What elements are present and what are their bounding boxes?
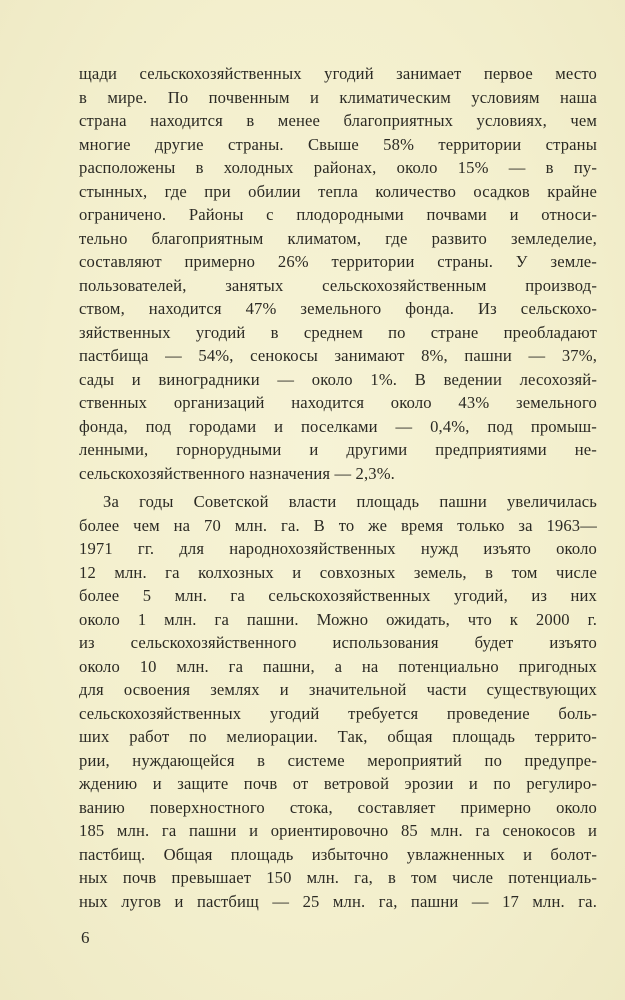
text-line: ограничено. Районы с плодородными почвами и относи- [79, 205, 597, 224]
text-line: пастбищ. Общая площадь избыточно увлажненных и болот- [79, 844, 597, 864]
text-line: ством, находится 47% земельного фонда. Из сельскохо- [79, 299, 597, 318]
text-line: сады и виноградники — около 1%. В ведении лесохозяй- [79, 369, 597, 389]
text-line: ждению и защите почв от ветровой эрозии и по регулиро- [79, 774, 597, 793]
text-line: более 5 млн. га сельскохозяйственных угодий, из них [79, 586, 597, 605]
text-line: ших работ по мелиорации. Так, общая площадь террито- [79, 727, 597, 746]
text-line: около 1 млн. га пашни. Можно ожидать, что к 2000 г. [79, 609, 597, 629]
page-number: 6 [81, 928, 90, 947]
text-line: для освоения землях и значительной части существующих [79, 680, 597, 699]
text-line: тельно благоприятным климатом, где развито земледелие, [79, 228, 597, 248]
text-line: зяйственных угодий в среднем по стране преобладают [79, 322, 597, 342]
text-line: 185 млн. га пашни и ориентировочно 85 млн. га сенокосов и [79, 821, 597, 840]
text-line: ных лугов и пастбищ — 25 млн. га, пашни — 17 млн. га. [79, 891, 597, 911]
text-line: 1971 гг. для народнохозяйственных нужд изъято около [79, 539, 597, 558]
text-line: стынных, где при обилии тепла количество осадков крайне [79, 181, 597, 201]
paragraph [79, 490, 597, 913]
text-line: ленными, горнорудными и другими предприятиями не- [79, 440, 597, 459]
text-line: 12 млн. га колхозных и совхозных земель, в том числе [79, 562, 597, 582]
text-line: расположены в холодных районах, около 15% — в пу- [79, 158, 597, 177]
text-line: многие другие страны. Свыше 58% территории страны [79, 134, 597, 154]
text-line: сельскохозяйственных угодий требуется проведение боль- [79, 703, 597, 723]
text-line: щади сельскохозяйственных угодий занимает первое место [79, 64, 597, 83]
text-line: около 10 млн. га пашни, а на потенциально пригодных [79, 656, 597, 676]
text-line: пастбища — 54%, сенокосы занимают 8%, пашни — 37%, [79, 346, 597, 365]
text-line: ственных организаций находится около 43% земельного [79, 393, 597, 412]
text-line: составляют примерно 26% территории страны. У земле- [79, 252, 597, 271]
text-line: ных почв превышает 150 млн. га, в том числе потенциаль- [79, 868, 597, 887]
text-line: пользователей, занятых сельскохозяйственным производ- [79, 275, 597, 295]
text-line: ванию поверхностного стока, составляет примерно около [79, 797, 597, 817]
text-line: более чем на 70 млн. га. В то же время только за 1963— [79, 515, 597, 535]
text-line: За годы Советской власти площадь пашни увеличилась [103, 492, 597, 511]
text-line: рии, нуждающейся в системе мероприятий по предупре- [79, 750, 597, 770]
paragraph [79, 62, 597, 485]
text-line: из сельскохозяйственного использования будет изъято [79, 633, 597, 652]
text-line: страна находится в менее благоприятных условиях, чем [79, 111, 597, 130]
text-line: в мире. По почвенным и климатическим условиям наша [79, 87, 597, 107]
body-text [79, 62, 597, 913]
text-line: сельскохозяйственного назначения — 2,3%. [79, 463, 395, 483]
text-line: фонда, под городами и поселками — 0,4%, под промыш- [79, 416, 597, 436]
